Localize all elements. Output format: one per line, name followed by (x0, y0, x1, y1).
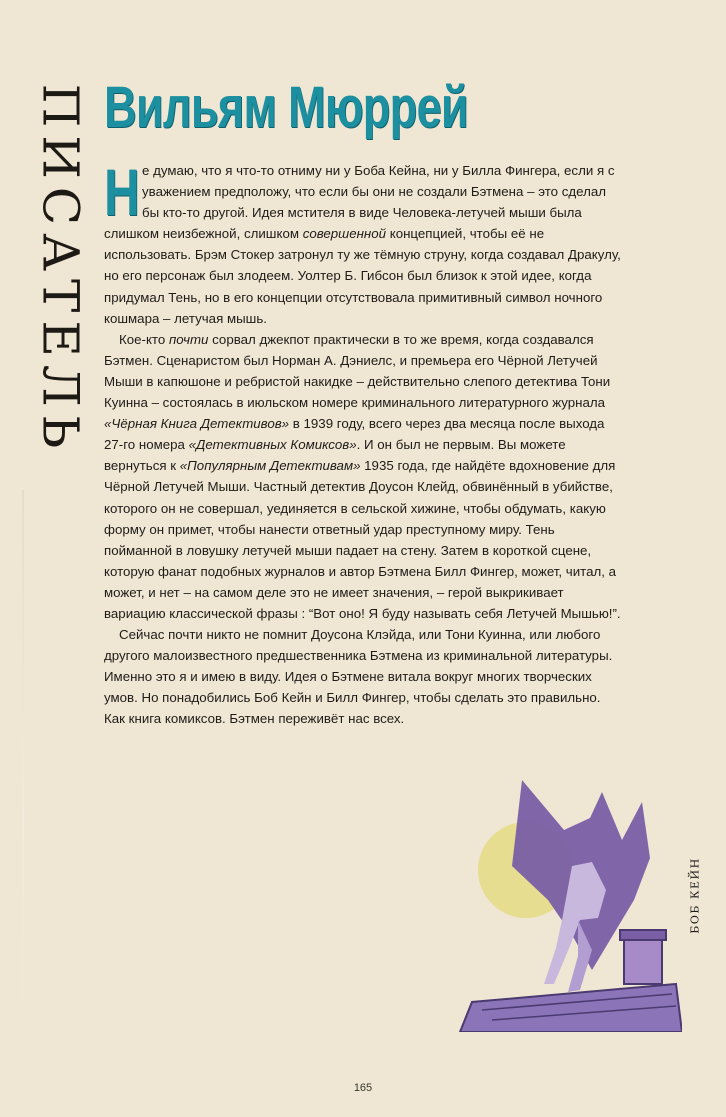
chimney-shape (624, 938, 662, 984)
side-label-text: ПИСАТЕЛЬ (31, 83, 89, 457)
p2-seg-1: почти (168, 331, 209, 347)
p2-seg-6: . И он был не первым. Вы можете вернуться к (104, 437, 566, 474)
art-credit-text: БОБ КЕЙН (688, 856, 702, 934)
p2-seg-5: «Детективных Комиксов» (188, 437, 357, 453)
p1-seg-0: е думаю, что я что-то отниму ни у Боба Кейна, ни у Билла Фингера, если я с уважением предположу, что если бы они не создали Бэтмена – это сделал бы кто-то другой. Идея мстителя в виде Человека-летучей мыши была слишком неизбежной, слишком (104, 163, 615, 242)
p2-seg-7: «Популярным Детективам» (179, 458, 361, 474)
side-label (30, 70, 90, 470)
p2-seg-0: Кое-кто (119, 331, 169, 347)
chimney-top-shape (620, 930, 666, 940)
p2-seg-8: 1935 года, где найдёте вдохновение для Чёрной Летучей Мыши. Частный детектив Доусон Клейд, обвинённый в убийстве, которого он не совершал, уединяется в сельской хижине, чтобы обдумать, какую форму он примет, чтобы нанести ответный удар преступному миру. Тень пойманной в ловушку летучей мыши падает на стену. Затем в короткой сцене, которую фанат подобных журналов и автор Бэтмена Билл Фингер, может, читал, а может, и нет – на самом деле это не имеет значения, – герой выкрикивает вариацию классической фразы : “Вот оно! Я буду называть себя Летучей Мышью!”. (104, 458, 621, 621)
p1-seg-1: совершенной (302, 226, 387, 242)
p2-seg-2: сорвал джекпот практически в то же время, когда создавался Бэтмен. Сценаристом был Норман А. Дэниелс, и премьера его Чёрной Летучей Мыши в капюшоне и ребристой накидке – действительно слепого детектива Тони Куинна – состоялась в июльском номере криминального литературного журнала (104, 331, 611, 411)
p3-seg-0: Сейчас почти никто не помнит Доусона Клэйда, или Тони Куинна, или любого другого малоизвестного предшественника Бэтмена из криминальной литературы. Именно это я и имею в виду. Идея о Бэтмене витала вокруг многих творческих умов. Но понадобились Боб Кейн и Билл Фингер, чтобы сделать это правильно. Как книга комиксов. Бэтмен переживёт нас всех. (104, 627, 613, 727)
paragraph-1 (104, 155, 624, 329)
side-rule (22, 490, 24, 1030)
drop-cap: Н (104, 155, 140, 229)
p2-seg-4: в 1939 году, всего через два месяца после выхода 27-го номера (104, 416, 605, 453)
p1-seg-2: концепцией, чтобы её не использовать. Брэм Стокер затронул ту же тёмную струну, когда создавал Дракулу, но его персонаж был злодеем. Уолтер Б. Гибсон был близок к этой идее, когда придумал Тень, но в его концепции отсутствовала примитивный символ ночного кошмара – летучая мышь. (104, 226, 621, 326)
article-body (104, 155, 624, 730)
p2-seg-3: «Чёрная Книга Детективов» (104, 416, 290, 432)
page-number: 165 (353, 1082, 373, 1094)
art-credit (680, 840, 710, 950)
paragraph-2 (104, 329, 624, 624)
page-title: Вильям Мюррей (104, 75, 468, 140)
paragraph-3 (104, 624, 624, 729)
batman-illustration (452, 770, 682, 1032)
